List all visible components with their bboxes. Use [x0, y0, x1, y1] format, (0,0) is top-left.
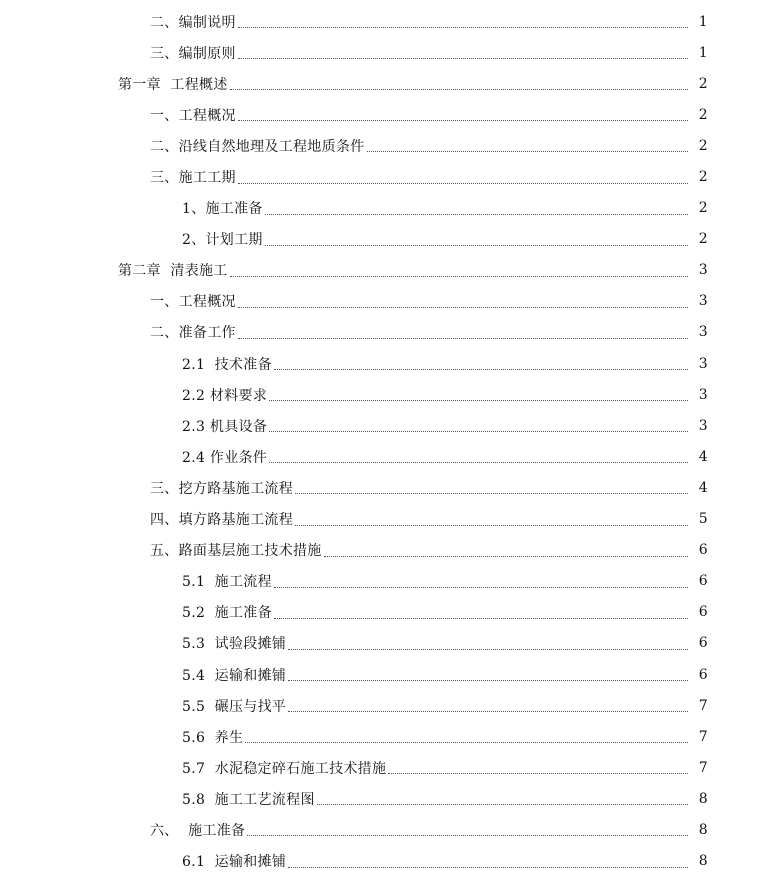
toc-entry-title: 一、工程概况: [150, 291, 236, 311]
toc-entry-page: 5: [698, 511, 708, 528]
toc-entry-title: 三、编制原则: [150, 43, 236, 63]
toc-entry-page: 8: [698, 853, 708, 870]
dot-leader: [238, 120, 688, 121]
dot-leader: [324, 556, 688, 557]
toc-entry-title: 2.3 机具设备: [182, 416, 267, 436]
dot-leader: [288, 649, 688, 650]
toc-chapter-entry[interactable]: [0, 255, 780, 286]
toc-entry-title: 2.2 材料要求: [182, 385, 267, 405]
dot-leader: [274, 618, 688, 619]
toc-entry-title: 2.1 技术准备: [182, 354, 272, 374]
toc-entry-page: 2: [698, 106, 708, 123]
dot-leader: [265, 245, 688, 246]
dot-leader: [288, 867, 688, 868]
dot-leader: [317, 804, 688, 805]
dot-leader: [288, 680, 688, 681]
toc-entry[interactable]: [0, 472, 780, 503]
toc-entry-title: 5.2 施工准备: [182, 602, 272, 622]
dot-leader: [230, 89, 688, 90]
toc-entry-title: 四、填方路基施工流程: [150, 509, 293, 529]
dot-leader: [295, 493, 688, 494]
dot-leader: [274, 369, 688, 370]
dot-leader: [269, 400, 688, 401]
toc-subentry[interactable]: [0, 690, 780, 721]
toc-entry-page: 6: [698, 635, 708, 652]
dot-leader: [238, 27, 688, 28]
toc-entry[interactable]: [0, 99, 780, 130]
toc-entry-title: 5.4 运输和摊铺: [182, 665, 286, 685]
toc-entry[interactable]: [0, 317, 780, 348]
toc-entry-page: 3: [698, 262, 708, 279]
toc-entry-title: 一、工程概况: [150, 105, 236, 125]
toc-entry-title: 二、编制说明: [150, 12, 236, 32]
toc-subentry[interactable]: [0, 597, 780, 628]
toc-entry-title: 5.3 试验段摊铺: [182, 633, 286, 653]
dot-leader: [247, 835, 688, 836]
table-of-contents: [0, 6, 780, 877]
toc-entry-title: 2.4 作业条件: [182, 447, 267, 467]
dot-leader: [230, 276, 688, 277]
toc-subentry[interactable]: [0, 752, 780, 783]
toc-entry[interactable]: [0, 37, 780, 68]
toc-entry-title: 1、施工准备: [182, 198, 263, 218]
toc-entry-page: 2: [698, 169, 708, 186]
toc-entry-page: 6: [698, 542, 708, 559]
toc-entry-page: 6: [698, 573, 708, 590]
toc-subentry[interactable]: [0, 379, 780, 410]
toc-entry-page: 6: [698, 604, 708, 621]
toc-entry-title: 6.1 运输和摊铺: [182, 851, 286, 871]
toc-chapter-entry[interactable]: [0, 68, 780, 99]
toc-subentry[interactable]: [0, 721, 780, 752]
toc-entry[interactable]: [0, 130, 780, 161]
dot-leader: [238, 338, 688, 339]
dot-leader: [274, 587, 688, 588]
toc-entry-title: 二、沿线自然地理及工程地质条件: [150, 136, 365, 156]
toc-subentry[interactable]: [0, 659, 780, 690]
toc-entry-page: 3: [698, 355, 708, 372]
toc-entry-page: 2: [698, 231, 708, 248]
toc-entry-page: 6: [698, 666, 708, 683]
toc-entry-title: 5.5 碾压与找平: [182, 696, 286, 716]
toc-entry-page: 3: [698, 417, 708, 434]
toc-entry-title: 5.6 养生: [182, 727, 243, 747]
toc-entry[interactable]: [0, 504, 780, 535]
dot-leader: [388, 773, 688, 774]
toc-entry-title: 六、 施工准备: [150, 820, 245, 840]
dot-leader: [288, 711, 688, 712]
toc-entry[interactable]: [0, 814, 780, 845]
toc-entry-page: 4: [698, 479, 708, 496]
toc-subentry[interactable]: [0, 441, 780, 472]
toc-subentry[interactable]: [0, 846, 780, 877]
toc-entry-title: 第一章 工程概述: [118, 74, 228, 94]
toc-entry-page: 4: [698, 448, 708, 465]
toc-entry-title: 5.1 施工流程: [182, 571, 272, 591]
toc-entry[interactable]: [0, 161, 780, 192]
toc-entry-page: 8: [698, 790, 708, 807]
toc-subentry[interactable]: [0, 410, 780, 441]
toc-entry-page: 2: [698, 200, 708, 217]
toc-entry-title: 二、准备工作: [150, 322, 236, 342]
dot-leader: [238, 307, 688, 308]
dot-leader: [245, 742, 688, 743]
toc-entry-page: 8: [698, 821, 708, 838]
toc-entry[interactable]: [0, 6, 780, 37]
toc-entry-page: 2: [698, 137, 708, 154]
toc-subentry[interactable]: [0, 783, 780, 814]
toc-subentry[interactable]: [0, 348, 780, 379]
dot-leader: [295, 525, 688, 526]
toc-subentry[interactable]: [0, 224, 780, 255]
dot-leader: [367, 151, 689, 152]
toc-entry-title: 5.8 施工工艺流程图: [182, 789, 315, 809]
dot-leader: [269, 462, 688, 463]
toc-entry-title: 五、路面基层施工技术措施: [150, 540, 322, 560]
toc-entry[interactable]: [0, 286, 780, 317]
toc-entry[interactable]: [0, 535, 780, 566]
toc-entry-page: 7: [698, 697, 708, 714]
toc-entry-page: 7: [698, 728, 708, 745]
toc-entry-title: 第二章 清表施工: [118, 260, 228, 280]
toc-entry-title: 三、施工工期: [150, 167, 236, 187]
toc-entry-title: 5.7 水泥稳定碎石施工技术措施: [182, 758, 386, 778]
toc-entry-page: 3: [698, 324, 708, 341]
toc-subentry[interactable]: [0, 628, 780, 659]
toc-entry-page: 3: [698, 293, 708, 310]
toc-entry-page: 7: [698, 759, 708, 776]
dot-leader: [238, 183, 688, 184]
dot-leader: [238, 58, 688, 59]
toc-entry-title: 三、挖方路基施工流程: [150, 478, 293, 498]
dot-leader: [269, 431, 688, 432]
toc-entry-title: 2、计划工期: [182, 229, 263, 249]
dot-leader: [265, 214, 688, 215]
toc-subentry[interactable]: [0, 193, 780, 224]
toc-entry-page: 3: [698, 386, 708, 403]
toc-entry-page: 1: [698, 44, 708, 61]
toc-entry-page: 1: [698, 13, 708, 30]
toc-subentry[interactable]: [0, 566, 780, 597]
toc-entry-page: 2: [698, 75, 708, 92]
